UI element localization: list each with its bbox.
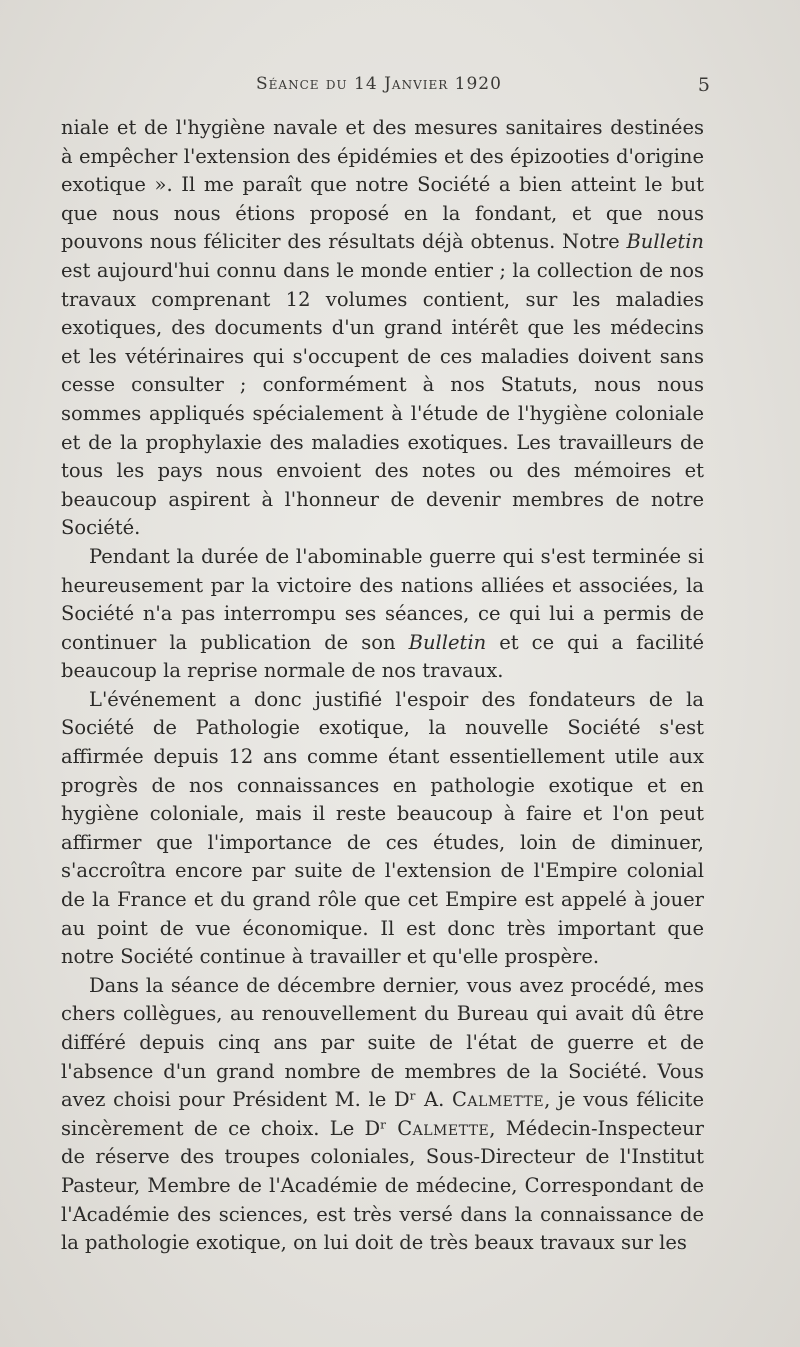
running-header [0,74,800,102]
bulletin-title: Bulletin [626,230,704,254]
text-run: niale et de l'hygiène navale et des mesures sanitaires destinées à empêcher l'extension des épidémies et des épizooties d'origine exotique ». Il me paraît que notre Société a bien atteint le but que nous nous étions proposé en la fondant, et que nous pouvons nous féliciter des résultats déjà obtenus. Notre [61,116,704,254]
person-name: Calmette [397,1116,490,1140]
page-number: 5 [697,74,710,96]
paragraph-3 [61,686,704,972]
text-run: Dans la séance de décembre dernier, vous avez procédé, mes chers collègues, au renouvellement du Bureau qui avait dû être différé depuis cinq ans par suite de l'état de guerre et de l'absence d'un grand nombre de membres de la Société. Vous avez choisi pour Président M. le Dʳ A. [61,973,704,1112]
text-run: , je vous félicite sincèrement de ce choix. Le Dʳ [61,1088,704,1140]
body-text [61,114,704,1258]
paragraph-2 [61,543,704,686]
paragraph-4 [61,972,704,1258]
text-run: est aujourd'hui connu dans le monde entier ; la collection de nos travaux comprenant 12 volumes contient, sur les maladies exotiques, des documents d'un grand intérêt que les médecins et les vétérinaires qui s'occupent de ces maladies doivent sans cesse consulter ; conformément à nos Statuts, nous nous sommes appliqués spécialement à l'étude de l'hygiène coloniale et de la prophylaxie des maladies exotiques. Les travailleurs de tous les pays nous envoient des notes ou des mémoires et beaucoup aspirent à l'honneur de devenir membres de notre Société. [61,258,704,540]
text-run: et ce qui a facilité beaucoup la reprise normale de nos travaux. [61,630,704,683]
bulletin-title: Bulletin [408,630,487,654]
person-name: Calmette [452,1088,545,1112]
text-run: Pendant la durée de l'abominable guerre qui s'est terminée si heureusement par la victoire des nations alliées et associées, la Société n'a pas interrompu ses séances, ce qui lui a permis de continuer la publication de son [61,544,704,654]
paragraph-1 [61,114,704,543]
text-run: , Médecin-Inspecteur de réserve des troupes coloniales, Sous-Directeur de l'Institut Pasteur, Membre de l'Académie de médecine, Correspondant de l'Académie des sciences, est très versé dans la connaissance de la pathologie exotique, on lui doit de très beaux travaux sur les [61,1116,705,1255]
header-title: Séance du 14 Janvier 1920 [256,74,502,94]
text-run: L'événement a donc justifié l'espoir des fondateurs de la Société de Pathologie exotique, la nouvelle Société s'est affirmée depuis 12 ans comme étant essentiellement utile aux progrès de nos connaissances en pathologie exotique et en hygiène coloniale, mais il reste beaucoup à faire et l'on peut affirmer que l'importance de ces études, loin de diminuer, s'accroîtra encore par suite de l'extension de l'Empire colonial de la France et du grand rôle que cet Empire est appelé à jouer au point de vue économique. Il est donc très important que notre Société continue à travailler et qu'elle prospère. [61,687,704,969]
